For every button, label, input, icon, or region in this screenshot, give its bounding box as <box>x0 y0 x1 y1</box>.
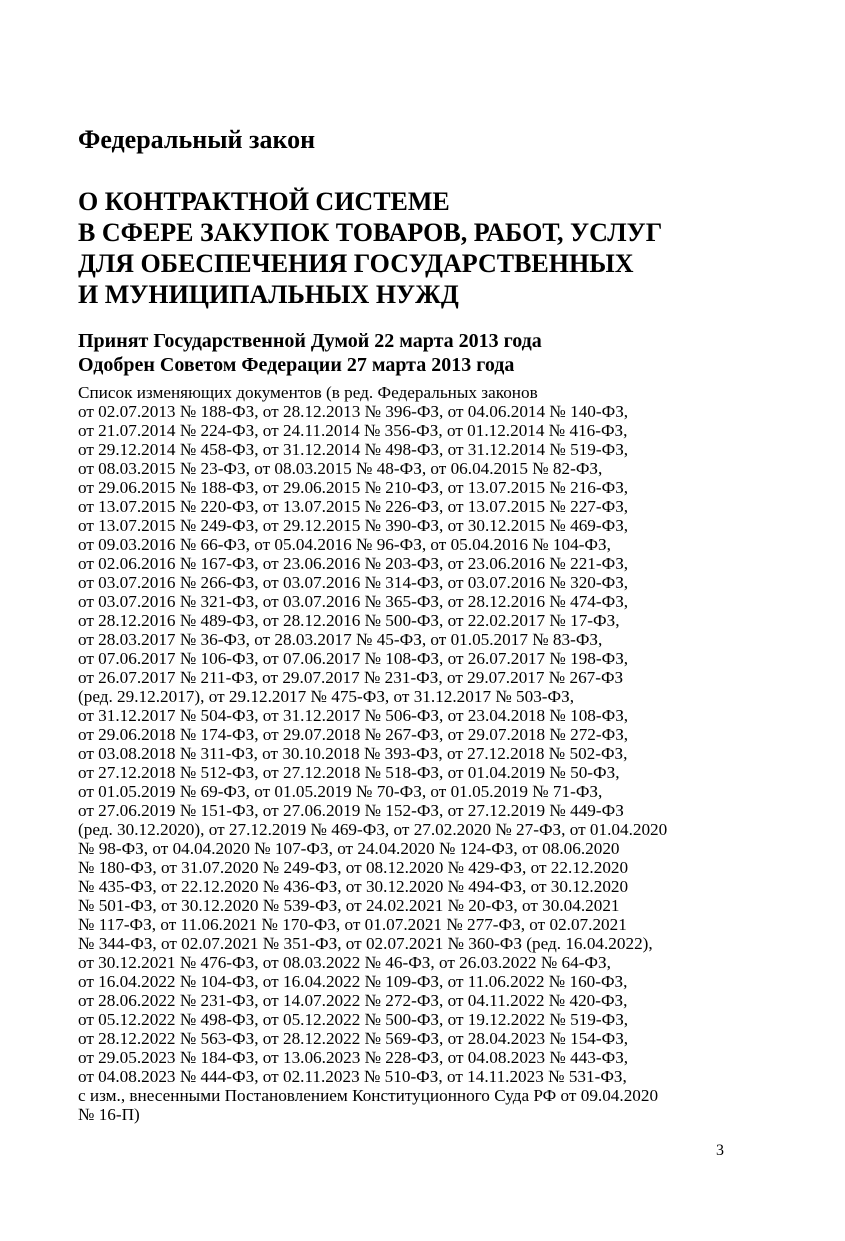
law-title <box>78 186 662 310</box>
amendment-line: от 29.06.2018 № 174-ФЗ, от 29.07.2018 № 267-ФЗ, от 29.07.2018 № 272-ФЗ, <box>78 725 629 744</box>
adoption-info <box>78 329 542 377</box>
amendment-line: от 27.12.2018 № 512-ФЗ, от 27.12.2018 № 518-ФЗ, от 01.04.2019 № 50-ФЗ, <box>78 763 620 782</box>
amendment-line: от 01.05.2019 № 69-ФЗ, от 01.05.2019 № 70-ФЗ, от 01.05.2019 № 71-ФЗ, <box>78 782 603 801</box>
law-title-line: О КОНТРАКТНОЙ СИСТЕМЕ <box>78 187 450 216</box>
amendment-line: от 04.08.2023 № 444-ФЗ, от 02.11.2023 № 510-ФЗ, от 14.11.2023 № 531-ФЗ, <box>78 1067 627 1086</box>
amendment-line: от 29.12.2014 № 458-ФЗ, от 31.12.2014 № 498-ФЗ, от 31.12.2014 № 519-ФЗ, <box>78 440 629 459</box>
amendment-line: от 13.07.2015 № 220-ФЗ, от 13.07.2015 № 226-ФЗ, от 13.07.2015 № 227-ФЗ, <box>78 497 629 516</box>
amendment-line: от 03.07.2016 № 321-ФЗ, от 03.07.2016 № 365-ФЗ, от 28.12.2016 № 474-ФЗ, <box>78 592 629 611</box>
amendment-line: от 16.04.2022 № 104-ФЗ, от 16.04.2022 № 109-ФЗ, от 11.06.2022 № 160-ФЗ, <box>78 972 628 991</box>
amendment-line: (ред. 30.12.2020), от 27.12.2019 № 469-ФЗ, от 27.02.2020 № 27-ФЗ, от 01.04.2020 <box>78 820 668 839</box>
amendment-line: от 09.03.2016 № 66-ФЗ, от 05.04.2016 № 96-ФЗ, от 05.04.2016 № 104-ФЗ, <box>78 535 611 554</box>
amendment-line: от 30.12.2021 № 476-ФЗ, от 08.03.2022 № 46-ФЗ, от 26.03.2022 № 64-ФЗ, <box>78 953 611 972</box>
amendment-line: № 435-ФЗ, от 22.12.2020 № 436-ФЗ, от 30.12.2020 № 494-ФЗ, от 30.12.2020 <box>78 877 629 896</box>
amendment-line: № 117-ФЗ, от 11.06.2021 № 170-ФЗ, от 01.07.2021 № 277-ФЗ, от 02.07.2021 <box>78 915 627 934</box>
amendment-line: № 501-ФЗ, от 30.12.2020 № 539-ФЗ, от 24.02.2021 № 20-ФЗ, от 30.04.2021 <box>78 896 620 915</box>
amendment-line: от 29.05.2023 № 184-ФЗ, от 13.06.2023 № 228-ФЗ, от 04.08.2023 № 443-ФЗ, <box>78 1048 629 1067</box>
law-title-line: И МУНИЦИПАЛЬНЫХ НУЖД <box>78 280 459 309</box>
amendment-line: от 28.12.2022 № 563-ФЗ, от 28.12.2022 № 569-ФЗ, от 28.04.2023 № 154-ФЗ, <box>78 1029 629 1048</box>
law-type-heading: Федеральный закон <box>78 125 316 154</box>
amendment-line: № 16-П) <box>78 1105 140 1124</box>
amendment-line: от 03.08.2018 № 311-ФЗ, от 30.10.2018 № 393-ФЗ, от 27.12.2018 № 502-ФЗ, <box>78 744 628 763</box>
amendment-line: от 26.07.2017 № 211-ФЗ, от 29.07.2017 № 231-ФЗ, от 29.07.2017 № 267-ФЗ <box>78 668 624 687</box>
amendment-line: № 98-ФЗ, от 04.04.2020 № 107-ФЗ, от 24.04.2020 № 124-ФЗ, от 08.06.2020 <box>78 839 620 858</box>
amendment-line: от 02.06.2016 № 167-ФЗ, от 23.06.2016 № 203-ФЗ, от 23.06.2016 № 221-ФЗ, <box>78 554 629 573</box>
adopted-by-duma: Принят Государственной Думой 22 марта 2013 года <box>78 330 542 352</box>
amendment-line: от 07.06.2017 № 106-ФЗ, от 07.06.2017 № 108-ФЗ, от 26.07.2017 № 198-ФЗ, <box>78 649 629 668</box>
page-number: 3 <box>716 1142 724 1159</box>
amendment-line: от 05.12.2022 № 498-ФЗ, от 05.12.2022 № 500-ФЗ, от 19.12.2022 № 519-ФЗ, <box>78 1010 629 1029</box>
amendment-line: от 31.12.2017 № 504-ФЗ, от 31.12.2017 № 506-ФЗ, от 23.04.2018 № 108-ФЗ, <box>78 706 629 725</box>
law-title-line: ДЛЯ ОБЕСПЕЧЕНИЯ ГОСУДАРСТВЕННЫХ <box>78 249 634 278</box>
amendment-line: (ред. 29.12.2017), от 29.12.2017 № 475-ФЗ, от 31.12.2017 № 503-ФЗ, <box>78 687 575 706</box>
amendment-line: от 28.06.2022 № 231-ФЗ, от 14.07.2022 № 272-ФЗ, от 04.11.2022 № 420-ФЗ, <box>78 991 628 1010</box>
amendment-line: № 344-ФЗ, от 02.07.2021 № 351-ФЗ, от 02.07.2021 № 360-ФЗ (ред. 16.04.2022), <box>78 934 653 953</box>
amendment-line: от 28.03.2017 № 36-ФЗ, от 28.03.2017 № 45-ФЗ, от 01.05.2017 № 83-ФЗ, <box>78 630 603 649</box>
amendment-line: от 08.03.2015 № 23-ФЗ, от 08.03.2015 № 48-ФЗ, от 06.04.2015 № 82-ФЗ, <box>78 459 603 478</box>
amendment-line: от 21.07.2014 № 224-ФЗ, от 24.11.2014 № 356-ФЗ, от 01.12.2014 № 416-ФЗ, <box>78 421 628 440</box>
amendment-line: от 27.06.2019 № 151-ФЗ, от 27.06.2019 № 152-ФЗ, от 27.12.2019 № 449-ФЗ <box>78 801 624 820</box>
amendment-line: от 13.07.2015 № 249-ФЗ, от 29.12.2015 № 390-ФЗ, от 30.12.2015 № 469-ФЗ, <box>78 516 629 535</box>
amendment-line: от 28.12.2016 № 489-ФЗ, от 28.12.2016 № 500-ФЗ, от 22.02.2017 № 17-ФЗ, <box>78 611 620 630</box>
amendment-line: от 02.07.2013 № 188-ФЗ, от 28.12.2013 № 396-ФЗ, от 04.06.2014 № 140-ФЗ, <box>78 402 629 421</box>
amendment-line: с изм., внесенными Постановлением Конституционного Суда РФ от 09.04.2020 <box>78 1086 659 1105</box>
amendment-line: Список изменяющих документов (в ред. Федеральных законов <box>78 383 538 402</box>
amendments-list <box>78 383 667 1124</box>
amendment-line: от 03.07.2016 № 266-ФЗ, от 03.07.2016 № 314-ФЗ, от 03.07.2016 № 320-ФЗ, <box>78 573 629 592</box>
amendment-line: № 180-ФЗ, от 31.07.2020 № 249-ФЗ, от 08.12.2020 № 429-ФЗ, от 22.12.2020 <box>78 858 629 877</box>
approved-by-council: Одобрен Советом Федерации 27 марта 2013 года <box>78 354 515 376</box>
amendment-line: от 29.06.2015 № 188-ФЗ, от 29.06.2015 № 210-ФЗ, от 13.07.2015 № 216-ФЗ, <box>78 478 629 497</box>
law-title-line: В СФЕРЕ ЗАКУПОК ТОВАРОВ, РАБОТ, УСЛУГ <box>78 218 663 247</box>
